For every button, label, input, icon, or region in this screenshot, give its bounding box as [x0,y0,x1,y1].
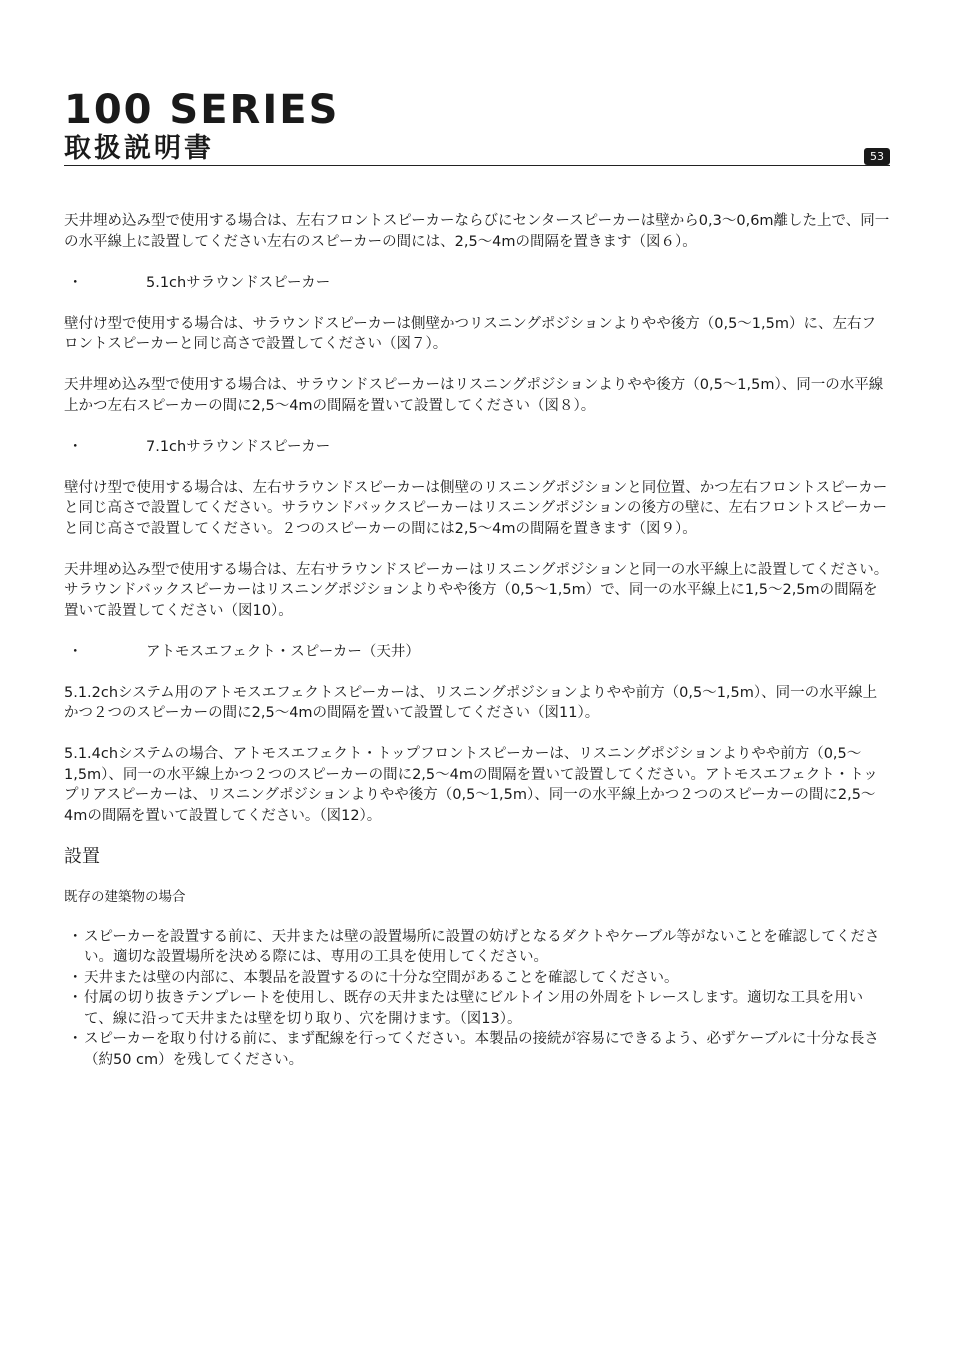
page-content [64,211,890,1070]
paragraph-71-wall: 壁付け型で使用する場合は、左右サラウンドスピーカーは側壁のリスニングポジションと同位置、かつ左右フロントスピーカーと同じ高さで設置してください。サラウンドバックスピーカーはリスニングポジションの後方の壁に、左右フロントスピーカーと同じ高さで設置してください。２つのスピーカーの間には2,5〜4mの間隔を置きます（図９）。 [64,479,888,537]
list-item [64,927,890,968]
bullet-dot: ・ [68,928,83,945]
manual-subtitle: 取扱説明書 [64,133,214,164]
paragraph-51-ceiling: 天井埋め込み型で使用する場合は、サラウンドスピーカーはリスニングポジションよりやや後方（0,5〜1,5m）、同一の水平線上かつ左右スピーカーの間に2,5〜4mの間隔を置いて設置してください（図８）。 [64,377,884,414]
list-item [64,988,890,1029]
bullet-dot: ・ [68,643,83,660]
bullet-atmos [64,642,890,663]
bullet-label: 5.1chサラウンドスピーカー [146,274,331,291]
list-item [64,1029,890,1070]
bullet-dot: ・ [68,1031,83,1047]
header-divider [64,165,890,166]
bullet-dot: ・ [68,274,83,291]
list-item-text: 天井または壁の内部に、本製品を設置するのに十分な空間があることを確認してください。 [84,969,679,986]
bullet-dot: ・ [68,990,83,1006]
list-item-text: スピーカーを取り付ける前に、まず配線を行ってください。本製品の接続が容易にできるよう、必ずケーブルに十分な長さ（約50 cm）を残してください。 [84,1031,879,1068]
series-title: 100 SERIES [64,87,340,133]
bullet-label: 7.1chサラウンドスピーカー [146,438,331,455]
paragraph-51-wall: 壁付け型で使用する場合は、サラウンドスピーカーは側壁かつリスニングポジションよりやや後方（0,5〜1,5m）に、左右フロントスピーカーと同じ高さで設置してください（図７）。 [64,315,876,352]
subheading-existing-building: 既存の建築物の場合 [64,888,186,905]
page-number-badge: 53 [864,148,890,165]
list-item-text: 付属の切り抜きテンプレートを使用し、既存の天井または壁にビルトイン用の外周をトレースします。適切な工具を用いて、線に沿って天井または壁を切り取り、穴を開けます。（図13）。 [84,990,864,1027]
paragraph-71-ceiling: 天井埋め込み型で使用する場合は、左右サラウンドスピーカーはリスニングポジションと同一の水平線上に設置してください。サラウンドバックスピーカーはリスニングポジションよりやや後方（0,5〜1,5m）で、同一の水平線上に1,5〜2,5mの間隔を置いて設置してください（図10）。 [64,561,889,619]
list-item [64,968,890,989]
bullet-dot: ・ [68,969,83,986]
installation-list [64,927,890,1071]
bullet-71ch [64,437,890,458]
paragraph-ceiling-front: 天井埋め込み型で使用する場合は、左右フロントスピーカーならびにセンタースピーカーは壁から0,3〜0,6m離した上で、同一の水平線上に設置してください左右のスピーカーの間には、2,5〜4mの間隔を置きます（図６）。 [64,213,890,250]
paragraph-512: 5.1.2chシステム用のアトモスエフェクトスピーカーは、リスニングポジションよりやや前方（0,5〜1,5m）、同一の水平線上かつ２つのスピーカーの間に2,5〜4mの間隔を置いて設置してください（図11）。 [64,684,878,721]
bullet-dot: ・ [68,438,83,455]
section-heading-installation: 設置 [64,845,100,867]
paragraph-514: 5.1.4chシステムの場合、アトモスエフェクト・トップフロントスピーカーは、リスニングポジションよりやや前方（0,5〜1,5m）、同一の水平線上かつ２つのスピーカーの間に2,5〜4mの間隔を置いて設置してください。アトモスエフェクト・トップリアスピーカーは、リスニングポジションよりやや後方（0,5〜1,5m）、同一の水平線上かつ２つのスピーカーの間に2,5〜4mの間隔を置いて設置してください。（図12）。 [64,746,878,824]
bullet-51ch [64,273,890,294]
bullet-label: アトモスエフェクト・スピーカー（天井） [146,643,420,660]
page-header [64,88,890,166]
list-item-text: スピーカーを設置する前に、天井または壁の設置場所に設置の妨げとなるダクトやケーブル等がないことを確認してください。適切な設置場所を決める際には、専用の工具を使用してください。 [84,928,880,965]
